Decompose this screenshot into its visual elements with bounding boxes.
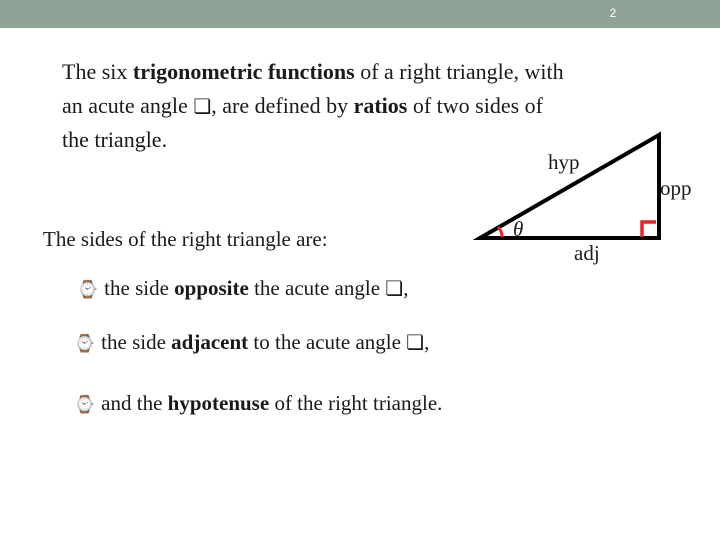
term-adjacent: adjacent	[171, 330, 249, 354]
term-ratios: ratios	[353, 93, 408, 118]
theta-glyph-icon: ❏	[406, 330, 425, 354]
intro-line-1: The six trigonometric functions of a right triangle, with	[62, 59, 564, 84]
opp-label: opp	[660, 176, 692, 200]
term-hypotenuse: hypotenuse	[167, 391, 270, 415]
right-triangle-diagram	[470, 128, 670, 243]
bullet-hypotenuse: ⌚ and the hypotenuse of the right triangle.	[74, 391, 443, 415]
right-angle-mark	[642, 222, 656, 237]
theta-glyph-icon: ❏	[193, 94, 212, 118]
sides-heading: The sides of the right triangle are:	[43, 227, 328, 251]
top-bar	[0, 0, 720, 28]
adj-label: adj	[574, 241, 600, 265]
bullet-clock-icon: ⌚	[74, 395, 96, 415]
theta-label: θ	[513, 217, 524, 241]
intro-line-3: the triangle.	[62, 127, 168, 152]
page-number: 2	[609, 6, 617, 20]
bullet-clock-icon: ⌚	[77, 280, 99, 300]
term-opposite: opposite	[174, 276, 249, 300]
bullet-adjacent: ⌚ the side adjacent to the acute angle ❏,	[74, 330, 430, 354]
angle-mark	[498, 227, 502, 237]
bullet-opposite: ⌚ the side opposite the acute angle ❏,	[77, 276, 409, 300]
hyp-label: hyp	[548, 150, 580, 174]
intro-line-2: an acute angle ❏, are defined by ratios of two sides of	[62, 93, 543, 118]
theta-glyph-icon: ❏	[385, 276, 404, 300]
term-trigonometric-functions: trigonometric functions	[132, 59, 355, 84]
bullet-clock-icon: ⌚	[74, 334, 96, 354]
